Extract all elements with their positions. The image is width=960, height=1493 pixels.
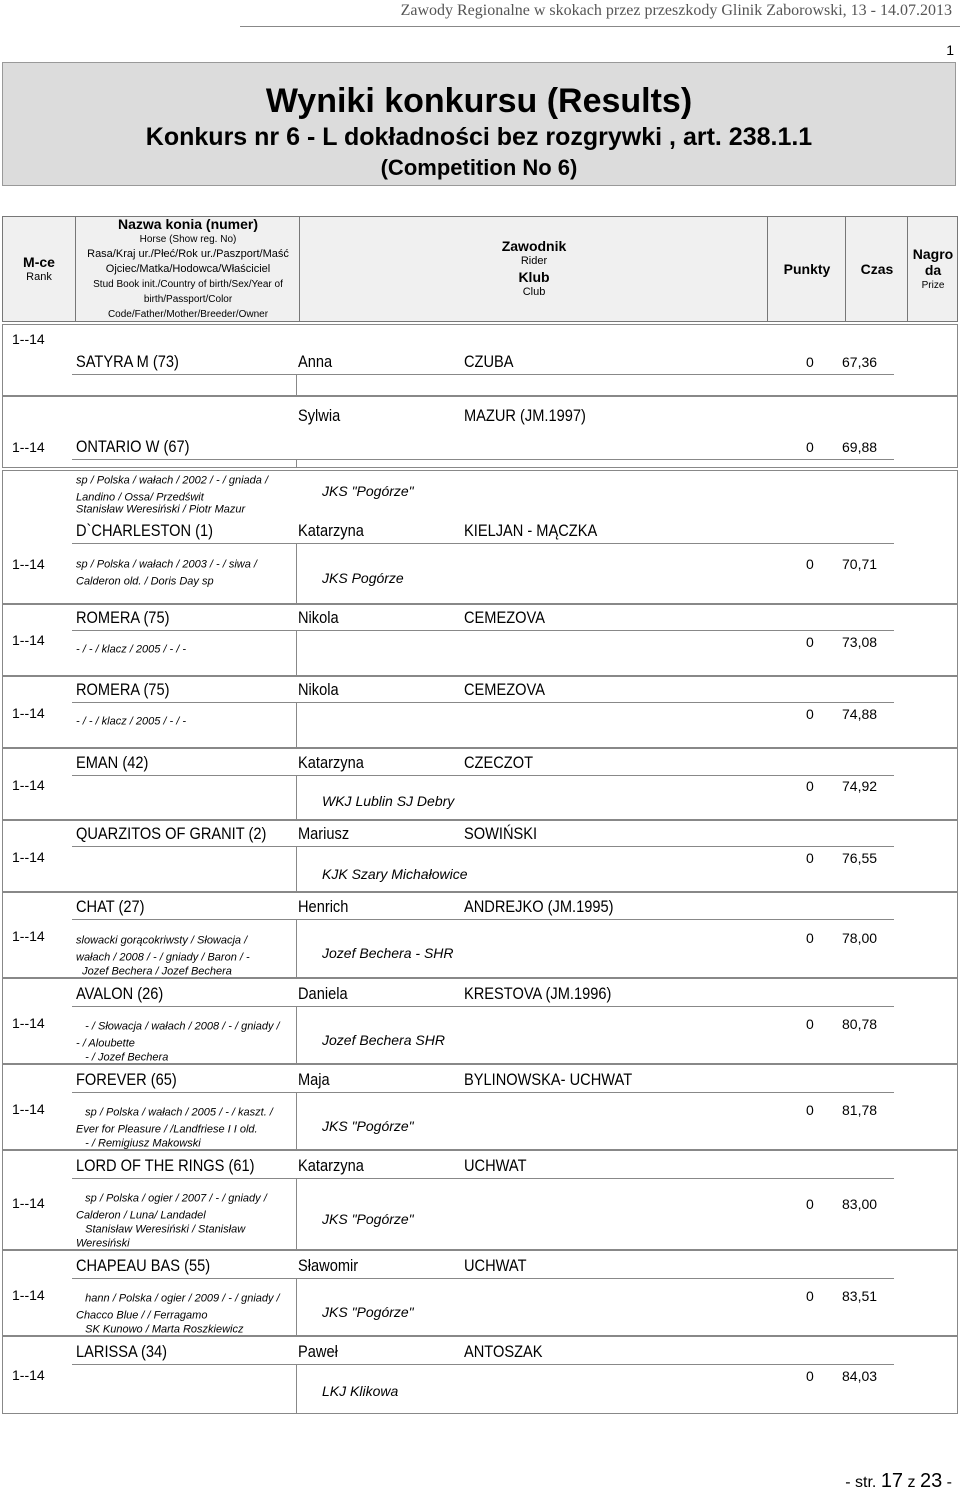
round-time: 76,55 xyxy=(842,850,878,866)
rider-club: KJK Szary Michałowice xyxy=(322,866,468,882)
rider-first-name: Mariusz xyxy=(298,824,350,843)
row-underline xyxy=(72,702,894,703)
penalty-points: 0 xyxy=(806,354,814,370)
penalty-points: 0 xyxy=(806,439,814,455)
page-marker: 1 xyxy=(946,42,954,58)
rider-club: JKS "Pogórze" xyxy=(322,1118,414,1134)
horse-name-text: ROMERA xyxy=(76,680,140,699)
rider-first-name: Maja xyxy=(298,1070,330,1089)
horse-name-text: D`CHARLESTON xyxy=(76,521,192,540)
row-underline xyxy=(72,1278,894,1279)
rider-first-name: Katarzyna xyxy=(298,1156,364,1175)
rider-first-name: Nikola xyxy=(298,608,339,627)
rider-last-name: ANDREJKO (JM.1995) xyxy=(464,897,614,916)
rider-last-name: BYLINOWSKA- UCHWAT xyxy=(464,1070,633,1089)
horse-name xyxy=(76,437,189,457)
horse-number: (34) xyxy=(141,1342,168,1361)
row-divider xyxy=(296,702,297,748)
horse-details-line: - / Słowacja / wałach / 2008 / - / gniady / xyxy=(76,1020,280,1033)
horse-details-line: Weresiński xyxy=(76,1237,130,1250)
horse-name-text: LORD OF THE RINGS xyxy=(76,1156,225,1175)
penalty-points: 0 xyxy=(806,1016,814,1032)
horse-name-text: AVALON xyxy=(76,984,134,1003)
rider-last-name: MAZUR (JM.1997) xyxy=(464,406,586,425)
rank-value: 1--14 xyxy=(12,928,45,944)
round-time: 69,88 xyxy=(842,439,878,455)
horse-details-line: sp / Polska / wałach / 2003 / - / siwa / xyxy=(76,558,257,571)
horse-details-line: - / Jozef Bechera xyxy=(76,1051,169,1064)
penalty-points: 0 xyxy=(806,634,814,650)
rank-value: 1--14 xyxy=(12,556,45,572)
rank-value: 1--14 xyxy=(12,632,45,648)
round-time: 74,92 xyxy=(842,778,878,794)
horse-name-text: QUARZITOS OF GRANIT xyxy=(76,824,245,843)
table-header xyxy=(2,216,958,322)
header-rank: M-ce Rank xyxy=(23,253,55,283)
rank-value: 1--14 xyxy=(12,1101,45,1117)
horse-name xyxy=(76,753,148,773)
horse-number: (65) xyxy=(150,1070,177,1089)
results-title: Wyniki konkursu (Results) xyxy=(265,82,693,120)
header-prize: Nagro da Prize xyxy=(907,217,958,321)
rank-value: 1--14 xyxy=(12,439,45,455)
rider-last-name: SOWIŃSKI xyxy=(464,824,538,843)
horse-details-line: - / Remigiusz Makowski xyxy=(76,1137,201,1150)
horse-details-line: SK Kunowo / Marta Roszkiewicz xyxy=(76,1323,244,1336)
horse-details-line: hann / Polska / ogier / 2009 / - / gniady / xyxy=(76,1292,280,1305)
horse-name xyxy=(76,680,169,700)
penalty-points: 0 xyxy=(806,778,814,794)
rider-first-name: Sławomir xyxy=(298,1256,359,1275)
penalty-points: 0 xyxy=(806,930,814,946)
horse-name-text: SATYRA M xyxy=(76,352,149,371)
event-title-rule xyxy=(240,26,960,27)
penalty-points: 0 xyxy=(806,1102,814,1118)
horse-name-text: CHAPEAU BAS xyxy=(76,1256,181,1275)
rank-value: 1--14 xyxy=(12,705,45,721)
rider-first-name: Sylwia xyxy=(298,406,341,425)
horse-name-text: LARISSA xyxy=(76,1342,137,1361)
horse-details-line: sp / Polska / ogier / 2007 / - / gniady / xyxy=(76,1192,267,1205)
round-time: 73,08 xyxy=(842,634,878,650)
rider-club: WKJ Lublin SJ Debry xyxy=(322,793,455,809)
competition-number: (Competition No 6) xyxy=(380,155,578,180)
horse-name-text: EMAN xyxy=(76,753,119,772)
row-underline xyxy=(72,1092,894,1093)
horse-details-line: wałach / 2008 / - / gniady / Baron / - xyxy=(76,951,250,964)
row-underline xyxy=(72,919,894,920)
round-time: 74,88 xyxy=(842,706,878,722)
horse-details-line: Stanisław Weresiński / Piotr Mazur xyxy=(76,503,246,516)
header-rider: Zawodnik Rider Klub Club xyxy=(299,217,768,321)
rider-last-name: CZECZOT xyxy=(464,753,534,772)
round-time: 67,36 xyxy=(842,354,878,370)
row-divider xyxy=(296,374,297,396)
horse-details-line: - / - / klacz / 2005 / - / - xyxy=(76,643,187,656)
rider-club: JKS Pogórze xyxy=(322,570,404,586)
horse-number: (73) xyxy=(152,352,179,371)
rider-club: JKS "Pogórze" xyxy=(322,1304,414,1320)
row-underline xyxy=(72,1364,894,1365)
penalty-points: 0 xyxy=(806,850,814,866)
horse-number: (55) xyxy=(184,1256,211,1275)
header-time: Czas xyxy=(845,217,908,321)
row-divider xyxy=(296,1178,297,1250)
header-points: Punkty xyxy=(767,217,846,321)
horse-details-line: Jozef Bechera / Jozef Bechera xyxy=(76,965,232,978)
row-divider xyxy=(296,1006,297,1064)
horse-number: (26) xyxy=(137,984,164,1003)
row-underline xyxy=(72,775,894,776)
horse-name xyxy=(76,984,163,1004)
row-underline xyxy=(72,1006,894,1007)
rider-first-name: Paweł xyxy=(298,1342,338,1361)
horse-number: (42) xyxy=(122,753,149,772)
round-time: 83,00 xyxy=(842,1196,878,1212)
header-horse: Nazwa konia (numer) Horse (Show reg. No) Rasa/Kraj ur./Płeć/Rok ur./Paszport/Maść Ojciec/Matka/Hodowca/Właściciel Stud Book init./Country of birth/Sex/Year of birth/Passport/Color Code/Father/Mother/Breeder/Owner xyxy=(75,217,300,321)
penalty-points: 0 xyxy=(806,1288,814,1304)
horse-details-line: sp / Polska / wałach / 2005 / - / kaszt. / xyxy=(76,1106,273,1119)
rider-last-name: KIELJAN - MĄCZKA xyxy=(464,521,598,540)
rank-value: 1--14 xyxy=(12,1015,45,1031)
horse-name xyxy=(76,608,169,628)
rank-value: 1--14 xyxy=(12,1367,45,1383)
horse-name-text: ONTARIO W xyxy=(76,437,160,456)
row-underline xyxy=(72,543,894,544)
horse-details-line: slowacki gorącokriwsty / Słowacja / xyxy=(76,934,248,947)
horse-name xyxy=(76,1156,254,1176)
horse-details-line: - / - / klacz / 2005 / - / - xyxy=(76,715,187,728)
row-divider xyxy=(296,775,297,820)
penalty-points: 0 xyxy=(806,556,814,572)
rider-last-name: CEMEZOVA xyxy=(464,680,545,699)
horse-name xyxy=(76,352,179,372)
rider-club: Jozef Bechera SHR xyxy=(322,1032,445,1048)
horse-name xyxy=(76,1070,177,1090)
competition-title: Konkurs nr 6 - L dokładności bez rozgrywki , art. 238.1.1 xyxy=(145,123,813,151)
penalty-points: 0 xyxy=(806,1368,814,1384)
horse-name xyxy=(76,897,145,917)
horse-details-line: Calderon / Luna/ Landadel xyxy=(76,1209,206,1222)
horse-number: (61) xyxy=(228,1156,255,1175)
rider-club: Jozef Bechera - SHR xyxy=(322,945,454,961)
rider-first-name: Henrich xyxy=(298,897,349,916)
results-title-box xyxy=(2,62,956,186)
rider-first-name: Daniela xyxy=(298,984,348,1003)
rider-last-name: ANTOSZAK xyxy=(464,1342,543,1361)
penalty-points: 0 xyxy=(806,706,814,722)
horse-name xyxy=(76,824,266,844)
page-footer: - str. 17 z 23 - xyxy=(845,1470,952,1492)
rank-value: 1--14 xyxy=(12,1287,45,1303)
rider-first-name: Anna xyxy=(298,352,333,371)
horse-details-line: sp / Polska / wałach / 2002 / - / gniada / xyxy=(76,474,268,487)
round-time: 84,03 xyxy=(842,1368,878,1384)
row-divider xyxy=(296,1092,297,1150)
horse-number: (75) xyxy=(143,608,170,627)
round-time: 70,71 xyxy=(842,556,878,572)
event-title: Zawody Regionalne w skokach przez przeszkody Glinik Zaborowski, 13 - 14.07.2013 xyxy=(400,2,952,19)
horse-name xyxy=(76,1256,210,1276)
row-divider xyxy=(296,1364,297,1414)
horse-number: (27) xyxy=(118,897,145,916)
rider-last-name: UCHWAT xyxy=(464,1256,527,1275)
horse-details-line: Ever for Pleasure / /Landfriese I I old. xyxy=(76,1123,258,1136)
rider-club: LKJ Klikowa xyxy=(322,1383,399,1399)
row-divider xyxy=(296,459,297,468)
rider-first-name: Nikola xyxy=(298,680,339,699)
penalty-points: 0 xyxy=(806,1196,814,1212)
horse-name-text: FOREVER xyxy=(76,1070,147,1089)
row-underline xyxy=(72,1178,894,1179)
row-divider xyxy=(296,1278,297,1336)
horse-number: (2) xyxy=(248,824,267,843)
row-divider xyxy=(296,630,297,676)
horse-name xyxy=(76,1342,167,1362)
round-time: 78,00 xyxy=(842,930,878,946)
rider-last-name: CZUBA xyxy=(464,352,514,371)
round-time: 83,51 xyxy=(842,1288,878,1304)
row-divider xyxy=(296,846,297,892)
rider-last-name: UCHWAT xyxy=(464,1156,527,1175)
row-underline xyxy=(72,374,894,375)
horse-number: (75) xyxy=(143,680,170,699)
rider-first-name: Katarzyna xyxy=(298,753,364,772)
row-underline xyxy=(72,630,894,631)
rank-value: 1--14 xyxy=(12,777,45,793)
rank-value: 1--14 xyxy=(12,331,45,347)
horse-details-line: - / Aloubette xyxy=(76,1037,135,1050)
horse-details-line: Calderon old. / Doris Day sp xyxy=(76,575,214,588)
row-underline xyxy=(72,459,894,460)
rider-last-name: KRESTOVA (JM.1996) xyxy=(464,984,612,1003)
rider-first-name: Katarzyna xyxy=(298,521,364,540)
rank-value: 1--14 xyxy=(12,1195,45,1211)
round-time: 81,78 xyxy=(842,1102,878,1118)
row-divider xyxy=(296,919,297,978)
rank-value: 1--14 xyxy=(12,849,45,865)
horse-details-line: Chacco Blue / / Ferragamo xyxy=(76,1309,208,1322)
horse-name-text: CHAT xyxy=(76,897,115,916)
horse-name xyxy=(76,521,213,541)
horse-number: (67) xyxy=(163,437,190,456)
rider-club: JKS "Pogórze" xyxy=(322,483,414,499)
round-time: 80,78 xyxy=(842,1016,878,1032)
horse-details-line: Landino / Ossa/ Przedświt xyxy=(76,491,204,504)
horse-number: (1) xyxy=(195,521,214,540)
row-underline xyxy=(72,846,894,847)
rider-last-name: CEMEZOVA xyxy=(464,608,545,627)
horse-details-line: Stanisław Weresiński / Stanisław xyxy=(76,1223,246,1236)
horse-name-text: ROMERA xyxy=(76,608,140,627)
row-divider xyxy=(296,543,297,604)
rider-club: JKS "Pogórze" xyxy=(322,1211,414,1227)
